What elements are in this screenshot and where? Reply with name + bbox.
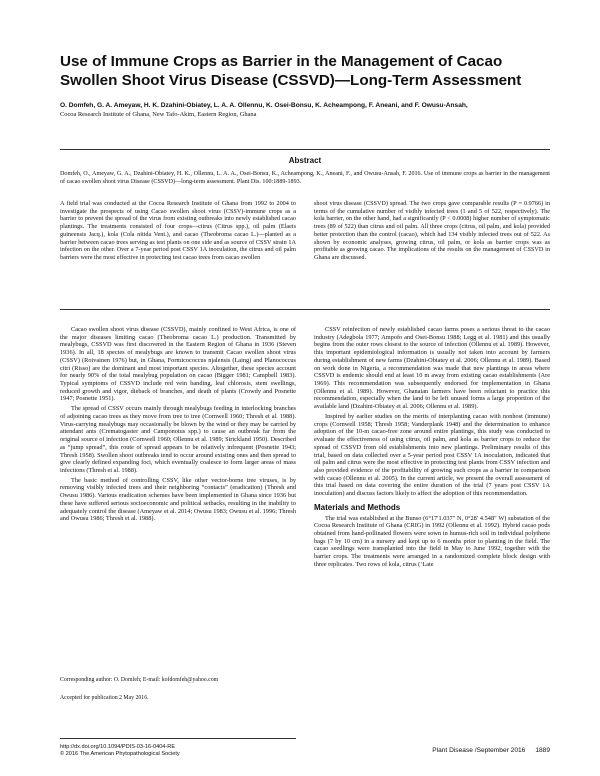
body-paragraph: Cacao swollen shoot virus disease (CSSVD), mainly confined to West Africa, is one of the major diseases limiting cacao (Theobroma cacao L.) production. Transmitted by mealybugs, CSSVD was first discovered in the Eastern Region of Ghana in 1936 (Steven 1936). In all, 18 species of mealybugs are known to transmit Cacao swollen shoot virus (CSSV) (Roivainen 1976) but, in Ghana, Formicococcus njalensis (Laing) and Planococcus citri (Risso) are the dominant and most important species. Altogether, these species account for nearly 90% of the total mealybug population on cacao (Bigger 1981; Campbell 1983). Typical symptoms of CSSVD include red vein banding, leaf chlorosis, stem swellings, reduced growth and vigor, dieback of branches, and death of plants (Crowdy and Posnette 1947; Posnette 1951). <box>60 326 296 403</box>
footnote-divider <box>60 738 296 739</box>
header-divider <box>60 149 550 150</box>
body-column-right <box>314 326 550 569</box>
page-number: 1889 <box>535 747 550 754</box>
body-paragraph: Inspired by earlier studies on the merits of interplanting cacao with nonhost (immune) crops (Cornwell 1958; Thresh 1958; Vanderplank 1948) and the determination to enhance adoption of the 10-m cacao-free zone around entire plantings, this study was conducted to evaluate the effectiveness of using citrus, oil palm, and kola as barrier crops to reduce the spread of CSSVD from old establishments into new plantings. Preliminary results of this trial, based on data collected over a 5-year period post CSSV 1A inoculation, indicated that oil palm and citrus were the most effective in protecting test plants from CSSV infection and also provided evidence of the profitability of growing such crops as a barrier in comparison with cacao (Ollennu et al. 2005). In the current article, we present the overall assessment of this trial based on data covering the entire duration of the trial (7 years post CSSV 1A inoculation) and discuss factors likely to affect the adoption of this recommendation. <box>314 412 550 498</box>
body-paragraph: The spread of CSSV occurs mainly through mealybugs feeding in interlocking branches of adjoining cacao trees as they move from tree to tree (Cornwell 1960; Thresh et al. 1988). Virus-carrying mealybugs may occasionally be blown by the wind or they may be carried by attendant ants (Crematogaster and Camponotus spp.) to cause an outbreak far from the original source of infection (Cornwell 1960; Ollennu et al. 1989; Strickland 1950). Described as “jump spread”, this route of spread appears to be relatively infrequent (Posnette 1943; Thresh 1958). Swollen shoot outbreaks tend to occur around existing ones and then spread to give clearly defined expanding foci, which eventually coalesce to form larger areas of mass infections (Thresh et al. 1988). <box>60 405 296 474</box>
footer-left <box>60 744 296 758</box>
doi-link[interactable]: http://dx.doi.org/10.1094/PDIS-03-16-0404-RE <box>60 744 176 750</box>
corresponding-author: Corresponding author: O. Domfeh; E-mail: kofdomfeh@yahoo.com <box>60 677 219 683</box>
accepted-date: Accepted for publication 2 May 2016. <box>60 695 149 701</box>
body-paragraph: The trial was established at the Bunso (6°17′1.037″ N, 0°28′ 4.548″ W) substation of the Cocoa Research Institute of Ghana (CRIG) in 1992 (Ollennu et al. 1992). Hybrid cacao pods obtained from hand-pollinated flowers were sown in humus-rich soil in individual polythene bags (7 by 10 cm) in a nursery and kept up to 6 months prior to planting in the field. The cacao seedlings were transplanted into the field in May to June 1992, together with the barrier crops. The treatments were arranged in a randomized complete block design with three replicates. Two rows of kola, citrus (‘Late <box>314 514 550 568</box>
journal-issue: Plant Disease /September 2016 <box>432 747 526 754</box>
footer-right <box>432 747 550 754</box>
abstract-text-left: A field trial was conducted at the Cocoa Research Institute of Ghana from 1992 to 2004 to investigate the prospects of using Cacao swollen shoot virus (CSSV)-immune crops as a barrier to prevent the spread of the virus from existing outbreaks into newly established cacao plantings. The treatments consisted of four crops—citrus (Citrus spp.), oil palm (Elaeis guineensis Jacq.), kola (Cola nitida Vent.), and cacao (Theobroma cacao L.)—planted as a barrier between cacao trees serving as test plants on one side and as source of CSSV strain 1A infection on the other. Over a 7-year period post CSSV 1A inoculation, the citrus and oil palm barriers were the most effective in protecting test cacao trees from cacao swollen <box>60 200 296 262</box>
abstract-heading: Abstract <box>288 156 322 165</box>
methods-heading: Materials and Methods <box>314 502 401 512</box>
article-title: Use of Immune Crops as Barrier in the Management of Cacao Swollen Shoot Virus Disease (CSSVD)—Long-Term Assessment <box>60 53 522 89</box>
body-column-left <box>60 326 296 523</box>
copyright: © 2016 The American Phytopathological Society <box>60 751 180 757</box>
abstract-citation: Domfeh, O., Ameyaw, G. A., Dzahini-Obiatey, H. K., Ollennu, L. A. A., Osei-Bonsu, K., Acheampong, K., Aneani, F., and Owusu-Ansah, F. 2016. Use of immune crops as barrier in the management of cacao swollen shoot virus Disease (CSSVD)—long-term assessment. Plant Dis. 100:1889-1893. <box>60 171 550 185</box>
body-paragraph: The basic method of controlling CSSV, like other vector-borne tree viruses, is by removing visibly infected trees and their neighboring “contacts” (eradication) (Thresh and Owusu 1986). Various eradication schemes have been implemented in Ghana since 1936 but these have suffered serious socioeconomic and political setbacks, resulting in the inability to adequately control the disease (Ameyaw et al. 2014; Owusu 1983; Owusu et al. 1996; Thresh and Owusu 1986; Thresh et al. 1988). <box>60 476 296 523</box>
abstract-text-right: shoot virus disease (CSSVD) spread. The two crops gave comparable results (P = 0.9766) in terms of the cumulative number of visibly infected trees (1 and 5 of 522, respectively). The kola barrier, on the other hand, had a significantly (P < 0.0008) higher number of symptomatic trees (89 of 522) than citrus and oil palm. All three crops (citrus, oil palm, and kola) provided better protection than the control (cacao), which had 134 visibly infected trees out of 522. As shown by economic analyses, growing citrus, oil palm, or kola as barrier crops was as profitable as growing cacao. The implications of the results on the management of CSSVD in Ghana are discussed. <box>314 200 550 262</box>
author-affiliation: Cocoa Research Institute of Ghana, New Tafo-Akim, Eastern Region, Ghana <box>60 111 257 118</box>
body-paragraph: CSSV reinfection of newly established cacao farms poses a serious threat to the cacao industry (Adegbola 1977; Ampofo and Osei-Bonsu 1988; Legg et al. 1981) and this usually begins from the outer rows closest to the source of infection (Ollennu et al. 1989). However, this important epidemiological information is usually not taken into account by farmers during establishment of new farms (Dzahini-Obiatey et al. 2006; Ollennu et al. 1989). Based on work done in Nigeria, a recommendation was made that new plantings in areas where CSSVD is endemic should end at least 10 m away from existing cacao establishments (Are 1969). This recommendation was subsequently endorsed for implementation in Ghana (Ollennu et al. 1989). However, Ghanaian farmers have been reluctant to practice this recommendation, especially when the land to be left unused forms a large proportion of the available land (Dzahini-Obiatey et al. 2006; Ollennu et al. 1989). <box>314 326 550 411</box>
abstract-divider <box>60 309 550 310</box>
author-list: O. Domfeh, G. A. Ameyaw, H. K. Dzahini-Obiatey, L. A. A. Ollennu, K. Osei-Bonsu, K. Acheampong, F. Aneani, and F. Owusu-Ansah, <box>60 102 468 109</box>
